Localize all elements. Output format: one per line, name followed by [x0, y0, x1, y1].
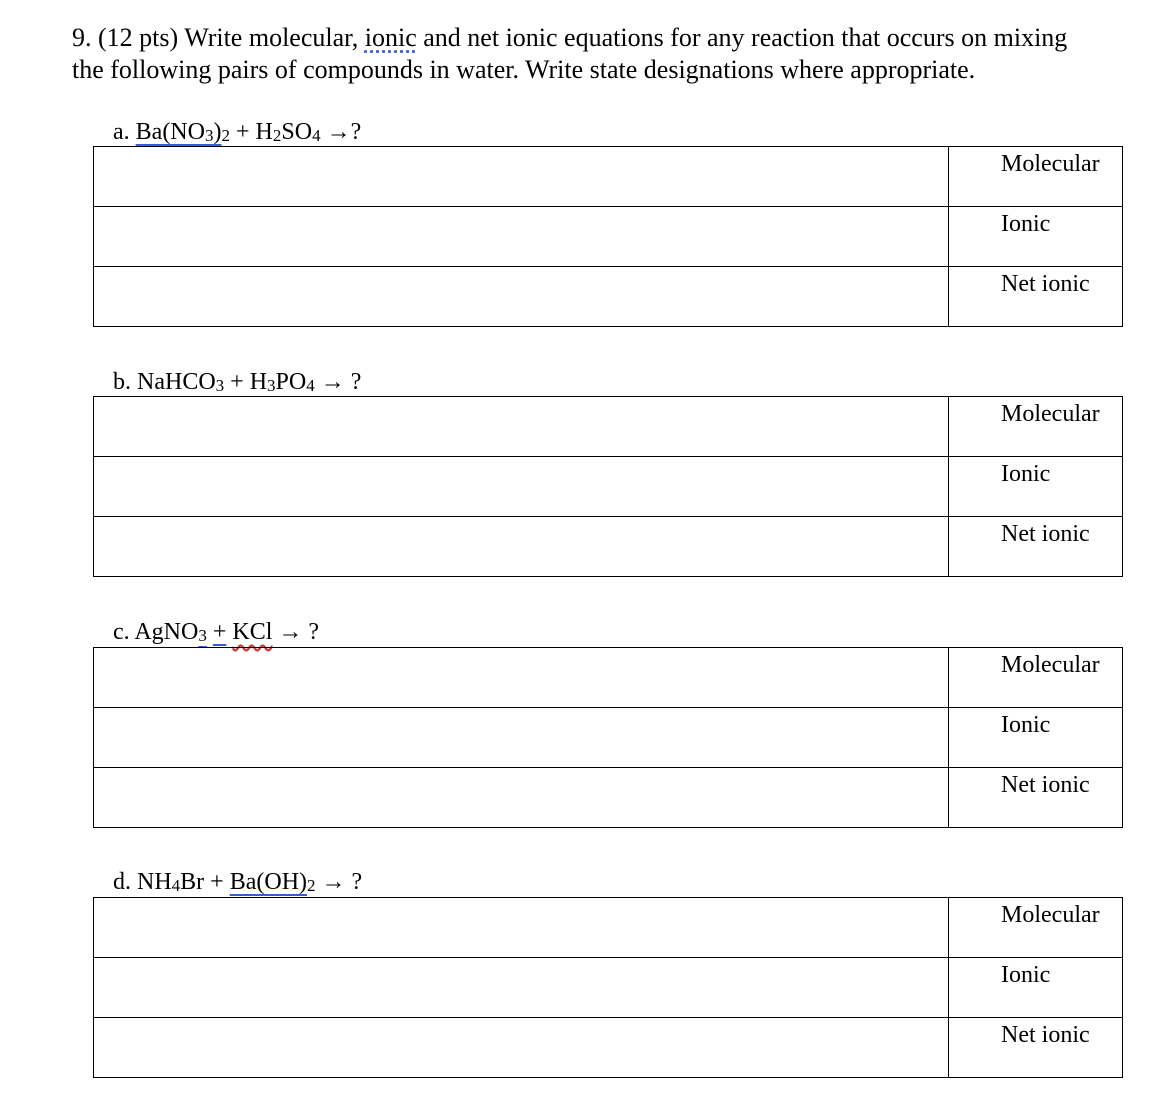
table-row [94, 517, 1123, 577]
part-c-label [113, 618, 319, 646]
molecular-answer-cell[interactable] [94, 147, 949, 207]
part-letter: b. [113, 369, 131, 395]
plus-sign: + [212, 619, 227, 645]
plus-sign: + [235, 119, 250, 145]
reaction-arrow: → ? [278, 619, 320, 645]
table-row [94, 1018, 1123, 1078]
part-b-label [113, 368, 361, 396]
table-row [94, 958, 1123, 1018]
reaction-arrow: →? [326, 119, 362, 145]
ionic-answer-cell[interactable] [94, 708, 949, 768]
reactant-2: $H_2SO_4$ [255, 119, 321, 145]
row-label: Ionic [949, 457, 1123, 517]
molecular-answer-cell[interactable] [94, 648, 949, 708]
row-label: Molecular [949, 147, 1123, 207]
part-d-answer-table [93, 897, 1123, 1078]
plus-sign: + [210, 869, 224, 895]
part-a-answer-table [93, 146, 1123, 327]
reactant-1: $NH_4Br$ [137, 869, 205, 895]
question-number: 9. [72, 23, 92, 52]
reactant-1-coefficient: 2 [221, 126, 230, 145]
reaction-arrow: → ? [320, 369, 362, 395]
part-letter: d. [113, 869, 131, 895]
row-label: Ionic [949, 207, 1123, 267]
table-row [94, 898, 1123, 958]
molecular-answer-cell[interactable] [94, 397, 949, 457]
reactant-1: AgNO$_3$ [134, 619, 207, 645]
table-row [94, 397, 1123, 457]
reactant-2: $H_3PO_4$ [249, 369, 315, 395]
net-ionic-answer-cell[interactable] [94, 1018, 949, 1078]
row-label: Molecular [949, 397, 1123, 457]
reactant-1: NaHCO$_3$ [137, 369, 225, 395]
question-prompt [72, 22, 1132, 86]
reactant-1: $Ba(NO_3)$ [135, 119, 222, 145]
part-c-answer-table [93, 647, 1123, 828]
part-letter: c. [113, 619, 130, 645]
part-b-answer-table [93, 396, 1123, 577]
net-ionic-answer-cell[interactable] [94, 517, 949, 577]
table-row [94, 267, 1123, 327]
ionic-answer-cell[interactable] [94, 958, 949, 1018]
net-ionic-answer-cell[interactable] [94, 267, 949, 327]
row-label: Molecular [949, 898, 1123, 958]
row-label: Net ionic [949, 517, 1123, 577]
question-line-1 [72, 22, 1132, 54]
question-line-2: the following pairs of compounds in water. Write state designations where appropriate. [72, 55, 976, 84]
table-row [94, 648, 1123, 708]
ionic-answer-cell[interactable] [94, 457, 949, 517]
row-label: Net ionic [949, 1018, 1123, 1078]
row-label: Net ionic [949, 768, 1123, 828]
part-letter: a. [113, 119, 130, 145]
ionic-answer-cell[interactable] [94, 207, 949, 267]
table-row [94, 768, 1123, 828]
question-text-after: and net ionic equations for any reaction that occurs on mixing [423, 23, 1068, 52]
molecular-answer-cell[interactable] [94, 898, 949, 958]
row-label: Net ionic [949, 267, 1123, 327]
row-label: Molecular [949, 648, 1123, 708]
reaction-arrow: → ? [321, 869, 363, 895]
part-a-label [113, 118, 361, 146]
table-row [94, 147, 1123, 207]
table-row [94, 457, 1123, 517]
question-text-before: Write molecular, [184, 23, 359, 52]
plus-sign: + [230, 369, 244, 395]
net-ionic-answer-cell[interactable] [94, 768, 949, 828]
part-d-label [113, 868, 362, 896]
row-label: Ionic [949, 708, 1123, 768]
row-label: Ionic [949, 958, 1123, 1018]
table-row [94, 207, 1123, 267]
reactant-2: KCl [232, 619, 273, 645]
table-row [94, 708, 1123, 768]
reactant-2: $Ba(OH)_2$ [229, 869, 316, 895]
question-text-highlight: ionic [364, 23, 417, 52]
question-points: (12 pts) [98, 23, 179, 52]
